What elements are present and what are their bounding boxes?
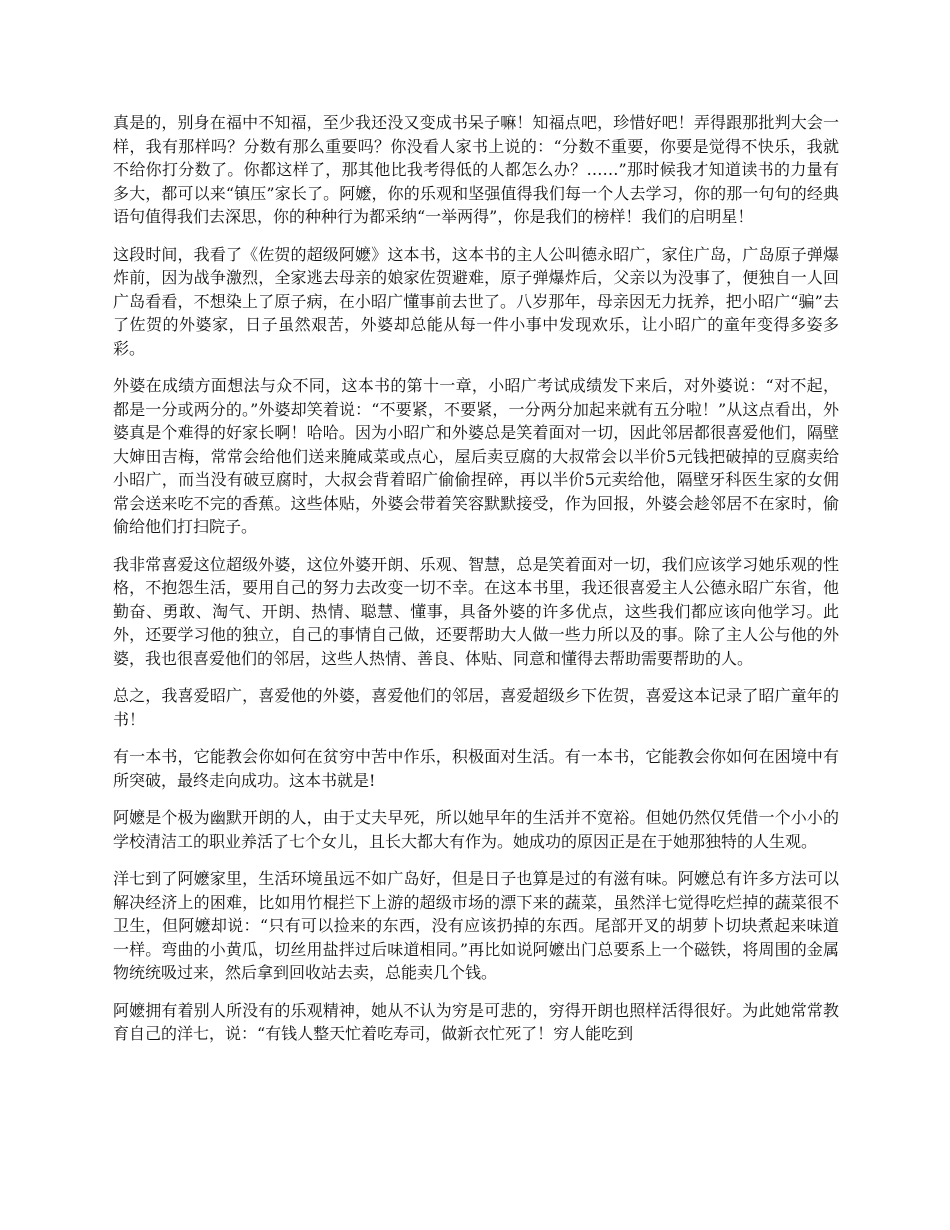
paragraph: 阿嬷是个极为幽默开朗的人，由于丈夫早死，所以她早年的生活并不宽裕。但她仍然仅凭借一个小小的学校清洁工的职业养活了七个女儿，且长大都大有作为。她成功的原因正是在于她那独特的人生观。: [113, 808, 839, 851]
paragraph: 阿嬷拥有着别人所没有的乐观精神，她从不认为穷是可悲的，穷得开朗也照样活得很好。为此她常常教育自己的洋七，说：“有钱人整天忙着吃寿司，做新衣忙死了！穷人能吃到: [113, 1000, 839, 1043]
paragraph: 外婆在成绩方面想法与众不同，这本书的第十一章，小昭广考试成绩发下来后，对外婆说：“对不起，都是一分或两分的。”外婆却笑着说：“不要紧，不要紧，一分两分加起来就有五分啦！”从这点看出，外婆真是个难得的好家长啊！哈哈。因为小昭广和外婆总是笑着面对一切，因此邻居都很喜爱他们，隔壁大婶田吉梅，常常会给他们送来腌咸菜或点心，屋后卖豆腐的大叔常会以半价5元钱把破掉的豆腐卖给小昭广，而当没有破豆腐时，大叔会背着昭广偷偷捏碎，再以半价5元卖给他，隔壁牙科医生家的女佣常会送来吃不完的香蕉。这些体贴，外婆会带着笑容默默接受，作为回报，外婆会趁邻居不在家时，偷偷给他们打扫院子。: [113, 376, 839, 536]
paragraph: 总之，我喜爱昭广，喜爱他的外婆，喜爱他们的邻居，喜爱超级乡下佐贺，喜爱这本记录了昭广童年的书！: [113, 686, 839, 729]
paragraph: 真是的，别身在福中不知福，至少我还没又变成书呆子嘛！知福点吧，珍惜好吧！弄得跟那批判大会一样，我有那样吗？分数有那么重要吗？你没看人家书上说的：“分数不重要，你要是觉得不快乐，我就不给你打分数了。你都这样了，那其他比我考得低的人都怎么办？……”那时候我才知道读书的力量有多大，都可以来“镇压”家长了。阿嬷，你的乐观和坚强值得我们每一个人去学习，你的那一句句的经典语句值得我们去深思，你的种种行为都采纳“一举两得”，你是我们的榜样！我们的启明星！: [113, 113, 839, 226]
paragraph: 我非常喜爱这位超级外婆，这位外婆开朗、乐观、智慧，总是笑着面对一切，我们应该学习她乐观的性格，不抱怨生活，要用自己的努力去改变一切不幸。在这本书里，我还很喜爱主人公德永昭广东省，他勤奋、勇敢、淘气、开朗、热情、聪慧、懂事，具备外婆的许多优点，这些我们都应该向他学习。此外，还要学习他的独立，自己的事情自己做，还要帮助大人做一些力所以及的事。除了主人公与他的外婆，我也很喜爱他们的邻居，这些人热情、善良、体贴、同意和懂得去帮助需要帮助的人。: [113, 554, 839, 668]
paragraph: 这段时间，我看了《佐贺的超级阿嬷》这本书，这本书的主人公叫德永昭广，家住广岛，广岛原子弹爆炸前，因为战争激烈，全家逃去母亲的娘家佐贺避难，原子弹爆炸后，父亲以为没事了，便独自一人回广岛看看，不想染上了原子病，在小昭广懂事前去世了。八岁那年，母亲因无力抚养，把小昭广“骗”去了佐贺的外婆家，日子虽然艰苦，外婆却总能从每一件小事中发现欢乐，让小昭广的童年变得多姿多彩。: [113, 244, 839, 358]
document-body: [113, 111, 839, 1060]
paragraph: 有一本书，它能教会你如何在贫穷中苦中作乐，积极面对生活。有一本书，它能教会你如何在困境中有所突破，最终走向成功。这本书就是!: [113, 747, 839, 790]
paragraph: 洋七到了阿嬷家里，生活环境虽远不如广岛好，但是日子也算是过的有滋有味。阿嬷总有许多方法可以解决经济上的困难，比如用竹棍拦下上游的超级市场的漂下来的蔬菜，虽然洋七觉得吃烂掉的蔬菜很不卫生，但阿嬷却说：“只有可以捡来的东西，没有应该扔掉的东西。尾部开叉的胡萝卜切块煮起来味道一样。弯曲的小黄瓜，切丝用盐拌过后味道相同。”再比如说阿嬷出门总要系上一个磁铁，将周围的金属物统统吸过来，然后拿到回收站去卖，总能卖几个钱。: [113, 869, 839, 982]
